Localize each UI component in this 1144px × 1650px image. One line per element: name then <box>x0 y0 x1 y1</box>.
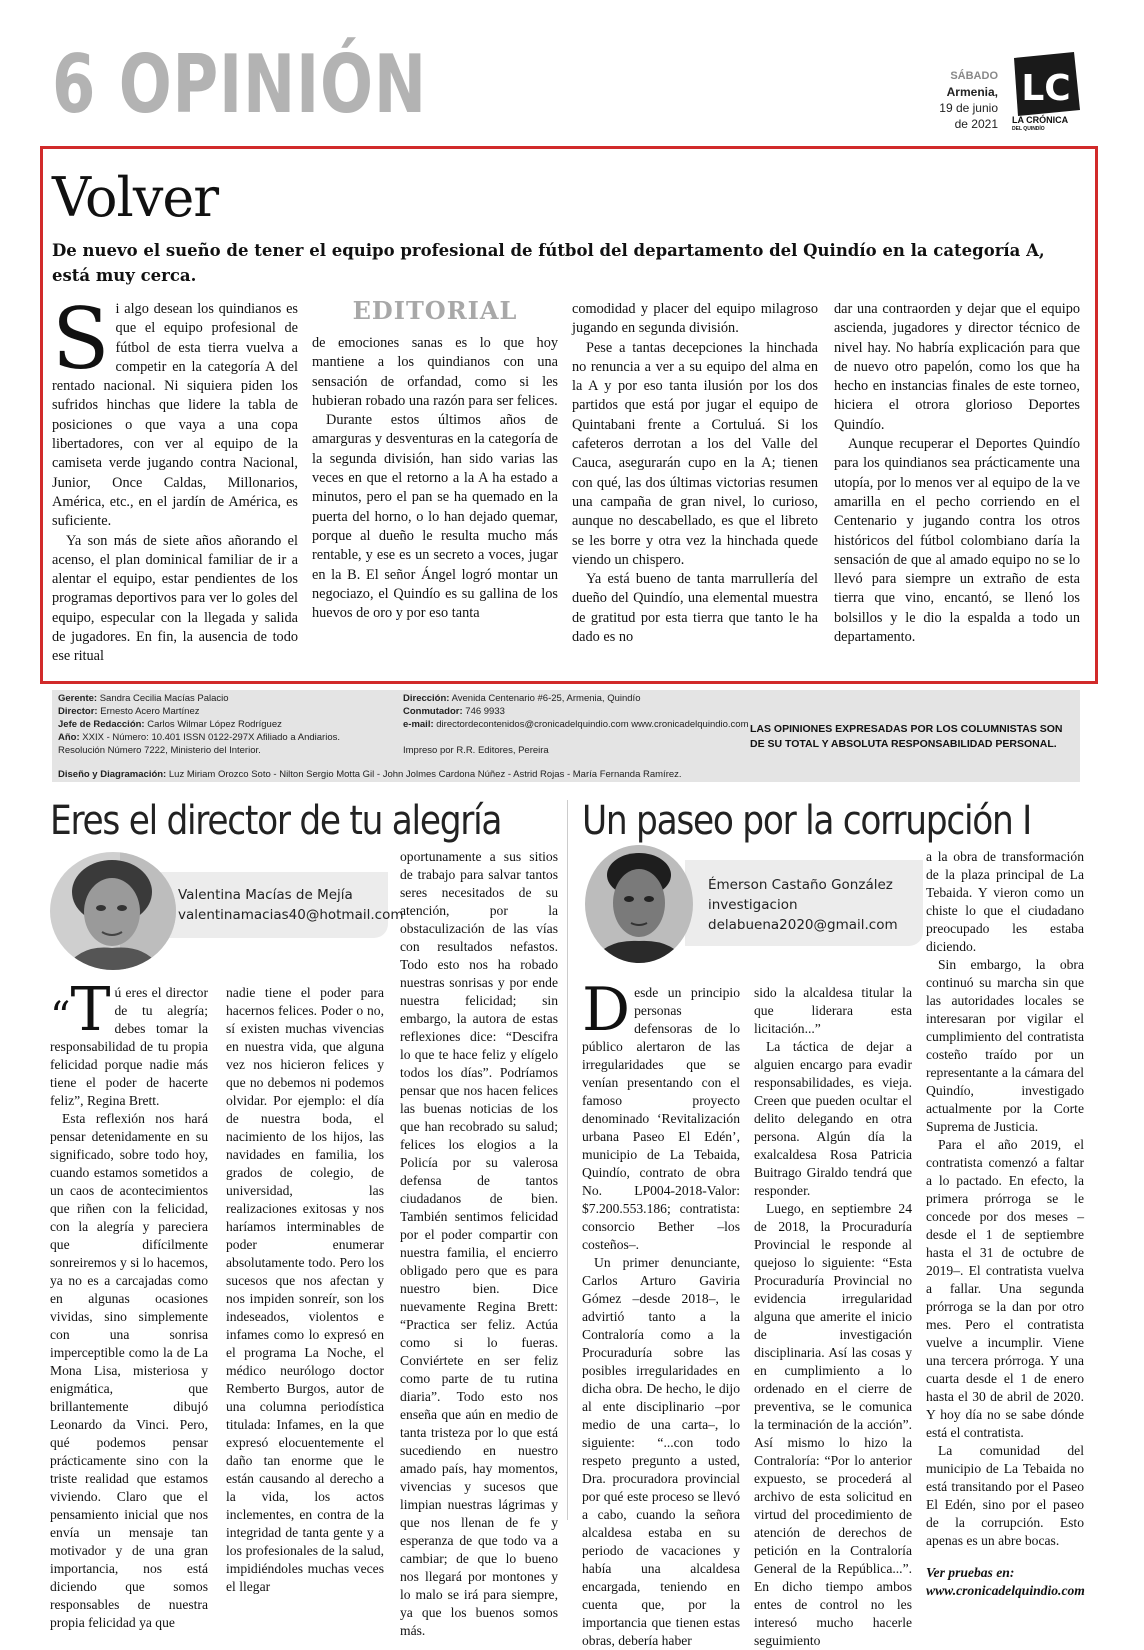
newspaper-logo <box>1010 52 1082 118</box>
date-line2: de 2021 <box>954 117 998 131</box>
paragraph: a la obra de transformación de la plaza principal de La Tebaida. Y vieron como un chiste lo que el ciudadano preocupado les estaba diciendo. <box>926 849 1084 954</box>
editorial-column-2 <box>312 334 558 623</box>
paragraph: oportunamente a sus sitios de trabajo para salvar tantos seres necesitados de su atención, por la obstaculización de las vías con resultados nefastos. Todo esto nos ha robado nuestras sonrisas y por ende nuestra felicidad; sin embargo, la autora de estas reflexiones dice: “Descifra lo que te hace feliz y elígelo todos los días”. Podríamos pensar que nos hacen felices las buenas noticias de los que han recobrado su salud; felices los elogios a la Policía por su valerosa defensa de tantos ciudadanos de bien. También sentimos felicidad por el poder compartir con nuestra familia, el encierro obligado pero que es para nuestro bien. Dice nuevamente Regina Brett: “Practica ser feliz. Actúa como si lo fueras. Conviértete en ser feliz como parte de tu rutina diaria”. Todo esto nos enseña que aún en medio de tanta tristeza por lo que está sucediendo en nuestro amado país, hay momentos, vivencias y sucesos que limpian nuestras lágrimas y que nos llenan de fe y esperanza de que todo va a cambiar; de que lo bueno nos llegará por montones y lo malo se irá para siempre, ya que los buenos somos más. <box>400 849 558 1638</box>
article2-title: Un paseo por la corrupción I <box>582 798 1032 844</box>
paragraph: Durante estos últimos años de amarguras y desventuras en la categoría de la segunda división, han sido varias las veces en que el retorno a la A ha estado a minutos, pero el pan se ha quemado en la puerta del horno, o lo han dejado quemar, porque al dueño le resulta mucho más rentable, y ese es un secreto a voces, jugar en la B. El señor Ángel logró montar un negociazo, el Quindío es su gallina de los huevos de oro y por eso tanta <box>312 412 558 622</box>
article2-author-photo <box>585 845 693 963</box>
column-divider <box>567 800 568 1520</box>
logo-name: LA CRÓNICA <box>1012 115 1069 125</box>
article2-email[interactable]: delabuena2020@gmail.com <box>708 917 898 933</box>
date-city: Armenia, <box>946 85 998 99</box>
article2-role: investigacion <box>708 897 798 913</box>
article2-signoff[interactable]: Ver pruebas en: www.cronicadelquindio.com <box>926 1565 1085 1598</box>
article2-author: Émerson Castaño González <box>708 877 893 893</box>
editorial-title: Volver <box>52 166 219 229</box>
article1-dropcap: “T <box>50 975 111 1045</box>
paragraph: Pese a tantas decepciones la hinchada no renuncia a ver a su equipo del alma en la A y por eso tanta ilusión por los dos partidos que está por jugar el equipo de Quintabani frente a Cortuluá. Si los cafeteros derrotan a los del Valle del Cauca, asegurarán cupo en la A; tienen con qué, las dos últimas victorias resumen una campaña de gran nivel, lo curioso, aunque no descabellado, es que el libreto se les borre y otra vez la hinchada quede viendo un chispero. <box>572 339 818 568</box>
date-day: SÁBADO <box>950 70 998 82</box>
logo-subtitle: DEL QUINDÍO <box>1012 126 1045 132</box>
paragraph: dar una contraorden y dejar que el equipo ascienda, jugadores y director técnico de nivel hay. No habría explicación para que de nuevo otro papelón, como los que ha hecho en instancias finales de este torneo, hiciera el otrora glorioso Deportes Quindío. <box>834 301 1080 433</box>
article2-column-3 <box>926 848 1084 1600</box>
paragraph: Aunque recuperar el Deportes Quindío para los quindianos sea prácticamente una utopía, por lo menos ver al equipo de la ve amarilla en el pecho corriendo en el Centenario y jugando contra los otros históricos del fútbol colombiano daría la sensación de que al amado equipo no se lo llevó para siempre un extraño de esta tierra que vino, encantó, se llenó los bolsillos y le dio la espalda a todo un departamento. <box>834 436 1080 646</box>
paragraph: Un primer denunciante, Carlos Arturo Gaviria Gómez –desde 2018–, le advirtió tanto a la Contraloría como a la Procuraduría sobre las posibles irregularidades en dicha obra. De hecho, le dijo al ente disciplinario –por medio de una carta–, lo siguiente: “...con todo respeto pregunto a usted, Dra. procuradora provincial por qué este proceso se llevó a cabo, cuando la señora alcaldesa estaba en su periodo de vacaciones y había una alcaldesa encargada, teniendo en cuenta que, por la importancia que tienen estas obras, debería haber <box>582 1255 740 1648</box>
article1-column-2 <box>226 984 384 1596</box>
paragraph: i algo desean los quindianos es que el equipo profesional de fútbol de esta tierra vuelva a competir en la categoría A del rentado nacional. Ni siquiera piden los sufridos hinchas que lidere la tabla de posiciones o que vaya a una copa libertadores, con ver al equipo de la camiseta verde jugando contra Nacional, Junior, Once Caldas, Millonarios, América, etc., en el jardín de América, es suficiente. <box>52 301 298 530</box>
dateline <box>920 68 998 132</box>
section-title: 6 OPINIÓN <box>52 38 427 131</box>
article1-title: Eres el director de tu alegría <box>50 798 502 844</box>
paragraph: de emociones sanas es lo que hoy mantiene a los quindianos con una sensación de orfandad, como si les hubieran robado una razón para ser felices. <box>312 335 558 409</box>
editorial-column-1 <box>52 290 298 667</box>
article1-byline-box <box>150 872 388 938</box>
article1-column-3 <box>400 848 558 1640</box>
editorial-deck: De nuevo el sueño de tener el equipo profesional de fútbol del departamento del Quindío en la categoría A, está muy cerca. <box>52 241 1045 285</box>
article2-column-2 <box>754 984 912 1650</box>
paragraph: Ya son más de siete años añorando el acenso, el plan dominical familiar de ir a alentar el equipo, estar pendientes de los programas deportivos para ver lo goles del equipo, especular con la llegada y salida de jugadores. En fin, la ausencia de todo ese ritual <box>52 532 298 665</box>
paragraph: Esta reflexión nos hará pensar detenidamente en su significado, sobre todo hoy, cuando estamos sometidos a un caos de acontecimientos que riñen con la felicidad, con la alegría y pareciera que difícilmente sonreiremos y si lo hacemos, ya no es a carcajadas como en algunas ocasiones vividas, sino simplemente con una sonrisa imperceptible como la de La Mona Lisa, misteriosa y enigmática, que brillantemente dibujó Leonardo da Vinci. Pero, qué podemos pensar prácticamente sino con la triste realidad que estamos viviendo. Claro que el pensamiento inicial que nos envía un mensaje tan motivador y de una gran importancia, nos está diciendo que somos responsables de nuestra propia felicidad ya que <box>50 1111 208 1630</box>
paragraph: Luego, en septiembre 24 de 2018, la Procuraduría Provincial le responde al quejoso lo siguiente: “Esta Procuraduría Provincial no evidencia irregularidad alguna que amerite el inicio de investigación disciplinaria. Así las cosas y en cumplimiento a lo ordenado en el cierre de preventiva, se le comunica la terminación de la acción”. Así mismo lo hizo la Contraloría: “Por lo anterior expuesto, se procederá al archivo de esta solicitud en virtud del procedimiento de atención de derechos de petición en la Contraloría General de la República...”. En dicho tiempo ambos entes de control no les interesó mucho hacerle seguimiento <box>754 1201 912 1648</box>
editorial-column-4 <box>834 300 1080 647</box>
editorial-column-3 <box>572 300 818 647</box>
date-line1: 19 de junio <box>939 101 998 115</box>
article1-author: Valentina Macías de Mejía <box>178 887 353 903</box>
paragraph: nadie tiene el poder para hacernos felices. Poder o no, sí existen muchas vivencias en nuestra vida, que alguna vez nos hicieron felices y que no debemos ni podemos olvidar. Por ejemplo: el día de nuestra boda, el nacimiento de los hijos, las navidades en familia, los grados de colegio, de universidad, las realizaciones exitosas y nos haríamos interminables de poder enumerar absolutamente todo. Pero los sucesos que nos afectan y nos impiden sonreír, son los indeseados, violentos e infames como lo expresó en el programa La Noche, el médico neurólogo doctor Remberto Burgos, autor de una columna periodística titulada: Infames, en la que expresó elocuentemente el daño tan enorme que le están causando al derecho a la vida, los actos inclementes, en contra de la integridad de tanta gente y a los profesionales de la salud, impidiéndoles muchas veces el llegar <box>226 985 384 1594</box>
editorial-kicker: EDITORIAL <box>352 296 518 325</box>
article1-author-photo <box>50 852 176 970</box>
article1-email[interactable]: valentinamacias40@hotmail.com <box>178 907 404 923</box>
paragraph: Sin embargo, la obra continuó su marcha sin que las autoridades locales se interesaran por vigilar el cumplimiento del contratista costeño traído por un representante a la cámara del Quindío, investigado actualmente por la Corte Suprema de Justicia. <box>926 957 1084 1134</box>
paragraph: sido la alcaldesa titular la que liderara esta licitación...” <box>754 985 912 1036</box>
masthead-contact: Dirección: Avenida Centenario #6-25, Armenia, Quindío Conmutador: 746 9933 e-mail: directordecontenidos@cronicadelquindio.com www.cronicadelquindio.com Impreso por R.R. Editores, Pereira <box>403 693 749 756</box>
logo-letters: LC <box>1021 68 1071 109</box>
masthead-design-credits: Diseño y Diagramación: Luz Miriam Orozco Soto - Nilton Sergio Motta Gil - John Jolmes Cardona Núñez - Astrid Rojas - María Fernanda Ramírez. <box>58 769 682 780</box>
article1-column-1 <box>50 975 208 1632</box>
paragraph: Ya está bueno de tanta marrullería del dueño del Quindío, una elemental muestra de gratitud por esta tierra que tanto le ha dado es no <box>572 571 818 646</box>
paragraph: La comunidad del municipio de La Tebaida no está transitando por el Paseo El Edén, sino por el paseo de la corrupción. Esto apenas es un abre bocas. <box>926 1443 1084 1548</box>
paragraph: La táctica de dejar a alguien encargo para evadir responsabilidades, es vieja. Creen que pueden ocultar el delito delegando en otra persona. Algún día la exalcaldesa Rosa Patricia Buitrago Giraldo tendrá que responder. <box>754 1039 912 1198</box>
paragraph: esde un principio personas defensoras de lo público alertaron de las irregularidades que se venían presentando con el famoso proyecto denominado ‘Revitalización urbana Paseo El Edén’, municipio de La Tebaida, Quindío, contrato de obra No. LP004-2018-Valor: $7.200.553.186; contratista: consorcio Bether –los costeños–. <box>582 985 740 1252</box>
paragraph: ú eres el director de tu alegría; debes tomar la responsabilidad de tu propia felicidad porque nadie más tiene el poder de hacerte feliz”, Regina Brett. <box>50 985 208 1108</box>
article2-dropcap: D <box>582 975 631 1045</box>
masthead-disclaimer: LAS OPINIONES EXPRESADAS POR LOS COLUMNISTAS SON DE SU TOTAL Y ABSOLUTA RESPONSABILIDAD PERSONAL. <box>750 723 1063 750</box>
paragraph: comodidad y placer del equipo milagroso jugando en segunda división. <box>572 301 818 337</box>
paragraph: Para el año 2019, el contratista comenzó a faltar a lo pactado. En efecto, la primera prórroga se le concede por dos meses –desde el 1 de septiembre hasta el 31 de octubre de 2019–. El contratista vuelva a fallar. Una segunda prórroga se la dan por otro mes. Pero el contratista vuelve a incumplir. Viene una tercera prórroga. Y una cuarta desde el 1 de enero hasta el 30 de abril de 2020. Y hoy día no se sabe dónde está el contratista. <box>926 1137 1084 1440</box>
masthead-staff: Gerente: Sandra Cecilia Macías Palacio Director: Ernesto Acero Martínez Jefe de Redacción: Carlos Wilmar López Rodríguez Año: XXIX - Número: 10.401 ISSN 0122-297X Afiliado a Andiarios. Resolución Número 7222, Ministerio del Interior. <box>58 693 340 756</box>
editorial-dropcap: S <box>52 290 110 388</box>
article2-column-1 <box>582 975 740 1650</box>
